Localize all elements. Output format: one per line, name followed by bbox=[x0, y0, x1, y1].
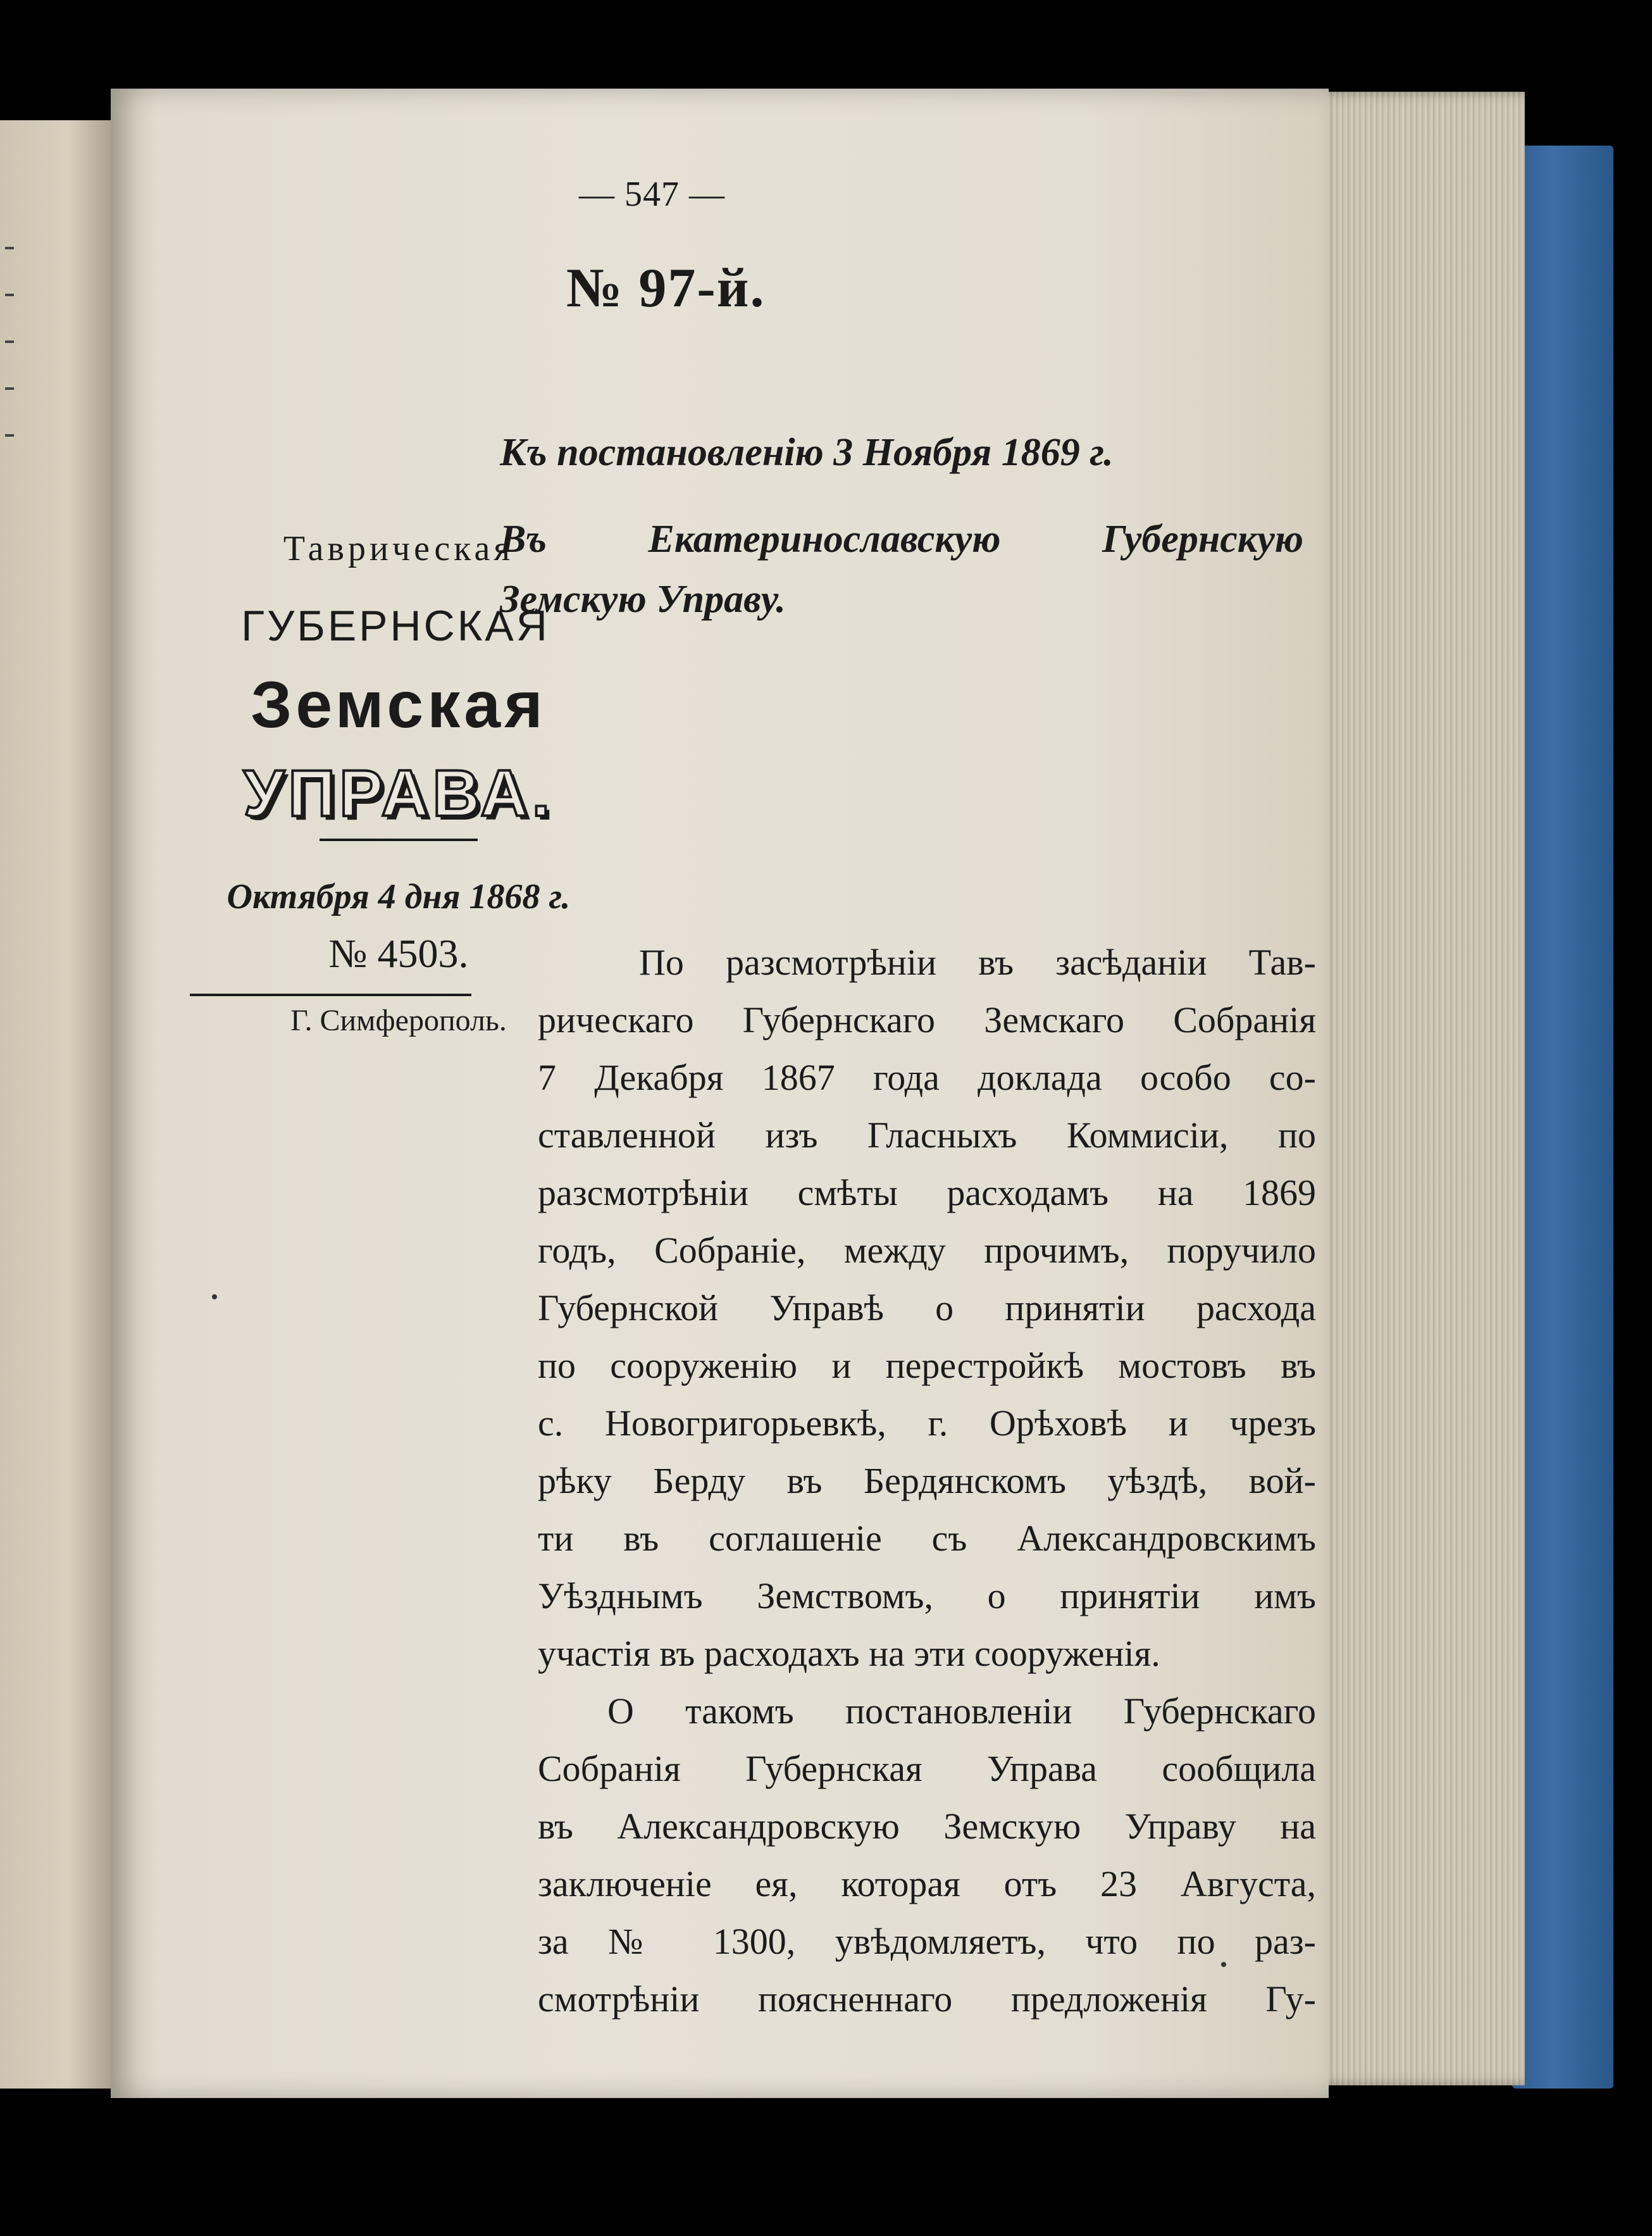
document-page bbox=[111, 89, 1329, 2098]
page-number: — 547 — bbox=[579, 175, 725, 214]
addressee bbox=[500, 509, 1303, 630]
sender-date: Октября 4 дня 1868 г. bbox=[227, 877, 571, 916]
text-line: заключеніе ея, которая отъ 23 Августа, bbox=[538, 1863, 1316, 1904]
text-line: ставленной изъ Гласныхъ Коммисіи, по bbox=[538, 1115, 1316, 1156]
text-line: 7 Декабря 1867 года доклада особо со- bbox=[538, 1057, 1316, 1098]
addressee-line: Въ Екатеринославскую Губернскую bbox=[500, 518, 1303, 561]
text-line: с. Новогригорьевкѣ, г. Орѣховѣ и чрезъ bbox=[538, 1402, 1316, 1444]
paragraph bbox=[538, 1682, 1316, 2028]
sender-city: Г. Симферополь. bbox=[290, 1004, 507, 1037]
ink-speck bbox=[212, 1294, 217, 1299]
text-line: въ Александровскую Земскую Управу на bbox=[538, 1806, 1316, 1847]
book-cover-edge bbox=[1512, 146, 1613, 2089]
sender-line-4: УПРАВА. bbox=[243, 757, 554, 830]
text-line: Губернской Управѣ о принятіи расхода bbox=[538, 1287, 1316, 1328]
text-line: по сооруженію и перестройкѣ мостовъ въ bbox=[538, 1345, 1316, 1386]
ink-speck bbox=[1221, 1962, 1226, 1967]
text-line: смотрѣніи поясненнаго предложенія Гу- bbox=[538, 1978, 1316, 2020]
divider bbox=[190, 994, 471, 996]
reference-line: Къ постановленію 3 Ноября 1869 г. bbox=[500, 431, 1114, 474]
text-line: годъ, Собраніе, между прочимъ, поручило bbox=[538, 1230, 1316, 1271]
text-line: По разсмотрѣніи въ засѣданіи Тав- bbox=[639, 942, 1316, 983]
addressee-line: Земскую Управу. bbox=[500, 578, 786, 621]
text-line: Собранія Губернская Управа сообщила bbox=[538, 1748, 1316, 1789]
document-number: № 97-й. bbox=[566, 258, 766, 319]
text-line: О такомъ постановленіи Губернскаго bbox=[607, 1690, 1316, 1732]
left-page-edge bbox=[0, 120, 114, 2089]
text-line: за № 1300, увѣдомляетъ, что по раз- bbox=[538, 1921, 1316, 1962]
sender-number: № 4503. bbox=[328, 931, 469, 976]
text-line: рѣку Берду въ Бердянскомъ уѣздѣ, вой- bbox=[538, 1460, 1316, 1501]
sender-line-1: Таврическая bbox=[283, 529, 514, 568]
text-line: участія въ расходахъ на эти сооруженія. bbox=[538, 1633, 1160, 1674]
body-text bbox=[538, 934, 1316, 2028]
divider bbox=[320, 839, 478, 841]
text-line: разсмотрѣніи смѣты расходамъ на 1869 bbox=[538, 1172, 1316, 1213]
sender-line-3: Земская bbox=[251, 668, 547, 742]
left-page-marks bbox=[5, 247, 30, 481]
text-line: рическаго Губернскаго Земскаго Собранія bbox=[538, 999, 1316, 1040]
text-line: ти въ соглашеніе съ Александровскимъ bbox=[538, 1518, 1316, 1559]
paragraph bbox=[538, 934, 1316, 1682]
page-edges bbox=[1316, 92, 1525, 2085]
text-line: Уѣзднымъ Земствомъ, о принятіи имъ bbox=[538, 1575, 1316, 1616]
sender-line-2: ГУБЕРНСКАЯ bbox=[241, 602, 550, 650]
